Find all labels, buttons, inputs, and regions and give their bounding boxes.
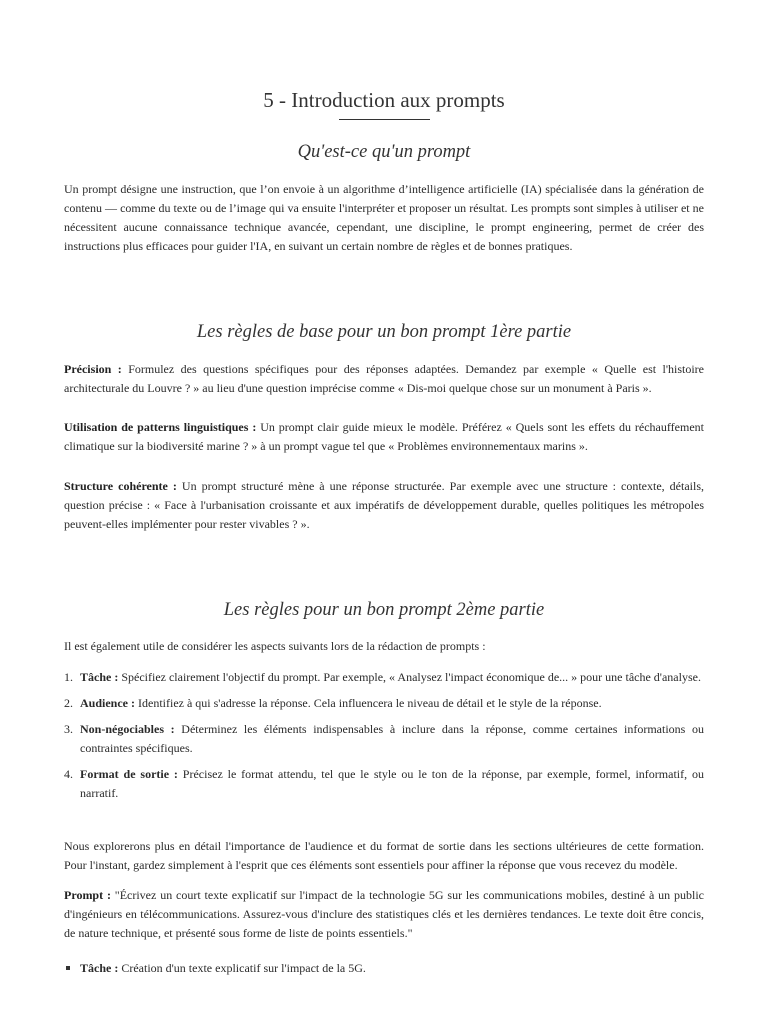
list-item: 1. Tâche : Spécifiez clairement l'objectif du prompt. Par exemple, « Analysez l'impact économique de... » pour une tâche d'analyse. [64, 670, 701, 684]
rule-linguistic-patterns [64, 418, 704, 456]
aspects-list [64, 668, 704, 810]
section-heading-rules-part2: Les règles pour un bon prompt 2ème partie [223, 600, 545, 620]
rule-text: Un prompt clair guide mieux le modèle. Préférez « Quels sont les effets du réchauffement climatique sur la biodiversité marine ? » à un prompt vague tel que « Problèmes environnementaux marins ». [64, 420, 704, 453]
rule-text: Formulez des questions spécifiques pour des réponses adaptées. Demandez par exemple « Quelle est l'histoire architecturale du Louvre ? » au lieu d'une question imprécise comme « Dis-moi quelque chose sur un monument à Paris ». [64, 362, 704, 395]
rule-coherent-structure [64, 477, 704, 534]
prompt-text: "Écrivez un court texte explicatif sur l'impact de la technologie 5G sur les communications mobiles, destiné à un public d'ingénieurs en télécommunications. Assurez-vous d'inclure des statistiques clés et les dernières tendances. Le texte doit être concis, de nature technique, et présenté sous forme de liste de points essentiels." [64, 888, 704, 940]
prompt-term: Prompt : [64, 888, 111, 902]
section-heading-what-is-prompt: Qu'est-ce qu'un prompt [297, 142, 471, 162]
page-title: 5 - Introduction aux prompts [263, 88, 505, 112]
bullet-icon [66, 966, 70, 970]
list-item: Tâche : Création d'un texte explicatif sur l'impact de la 5G. [64, 959, 704, 978]
rules-intro: Il est également utile de considérer les aspects suivants lors de la rédaction de prompts : [64, 639, 486, 653]
intro-paragraph: Un prompt désigne une instruction, que l’on envoie à un algorithme d’intelligence artificielle (IA) spécialisée dans la génération de contenu — comme du texte ou de l’image qui va ensuite l'interpréter et proposer un résultat. Les prompts sont simples à utiliser et ne nécessitent aucune connaissance technique avancée, cependant, une discipline, le prompt engineering, permet de créer des instructions plus efficaces pour guider l'IA, en suivant un certain nombre de règles et de bonnes pratiques. [64, 182, 704, 253]
rule-text: Un prompt structuré mène à une réponse structurée. Par exemple avec une structure : contexte, détails, question précise : « Face à l'urbanisation croissante et aux impératifs de développement durable, quelles politiques les métropoles peuvent-elles implémenter pour rester vivables ? ». [64, 479, 705, 531]
rule-term: Structure cohérente : [64, 479, 177, 493]
rule-term: Précision : [64, 362, 122, 376]
title-underline [339, 119, 430, 120]
follow-up-paragraph: Nous explorerons plus en détail l'importance de l'audience et du format de sortie dans les sections ultérieures de cette formation. Pour l'instant, gardez simplement à l'esprit que ces éléments sont essentiels pour affiner la réponse que vous recevez du modèle. [64, 839, 704, 872]
rule-precision [64, 360, 704, 398]
list-item: 2. Audience : Identifiez à qui s'adresse la réponse. Cela influencera le niveau de détail et le style de la réponse. [64, 696, 602, 710]
prompt-example [64, 886, 704, 943]
section-heading-basic-rules: Les règles de base pour un bon prompt 1ère partie [196, 322, 572, 342]
rule-term: Utilisation de patterns linguistiques : [64, 420, 257, 434]
list-item: 3. Non-négociables : Déterminez les éléments indispensables à inclure dans la réponse, comme certaines informations ou contraintes spécifiques. [64, 722, 704, 755]
list-item: 4. Format de sortie : Précisez le format attendu, tel que le style ou le ton de la réponse, par exemple, formel, informatif, ou narratif. [64, 767, 705, 800]
